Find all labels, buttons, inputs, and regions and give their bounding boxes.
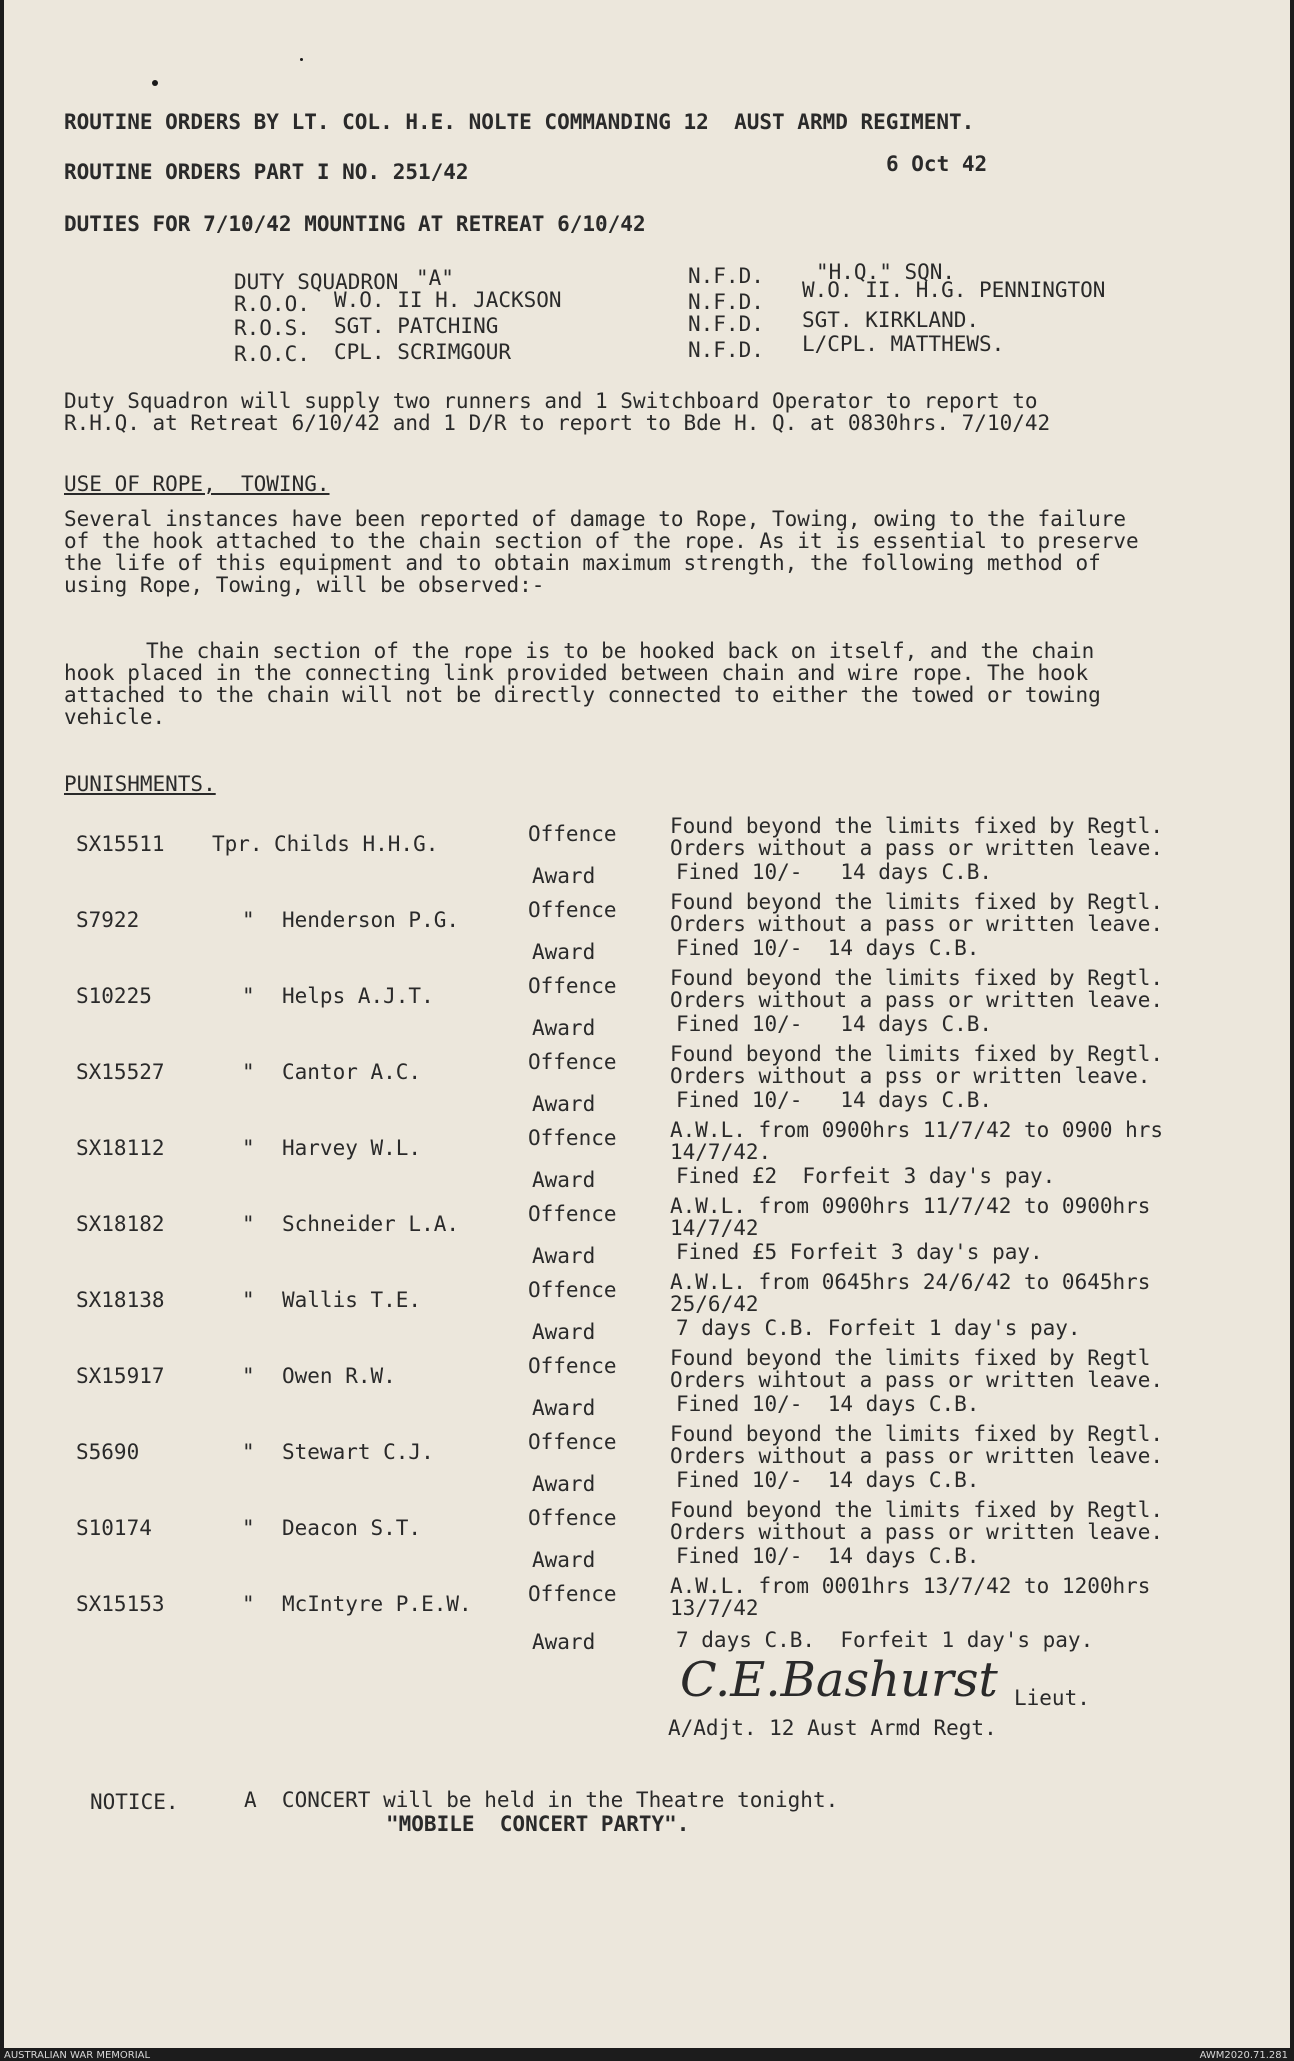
service-number: SX18112 (76, 1136, 165, 1160)
offence-label: Offence (528, 1126, 617, 1150)
soldier-name: Childs H.H.G. (274, 832, 439, 856)
offence-line: Orders without a pass or written leave. (670, 1520, 1164, 1544)
award-label: Award (532, 1016, 596, 1040)
service-number: SX18138 (76, 1288, 165, 1312)
service-number: SX15511 (76, 832, 165, 856)
service-number: S10225 (76, 984, 152, 1008)
duty-role: N.F.D. (688, 290, 764, 314)
soldier-rank: Tpr. (212, 832, 263, 856)
duty-role: R.O.C. (234, 342, 310, 366)
duty-squadron-note: Duty Squadron will supply two runners and 1 Switchboard Operator to report to R.H.Q. at Retreat 6/10/42 and 1 D/R to report to Bde H. Q. at 0830hrs. 7/10/42 (64, 389, 1051, 435)
offence-line: Found beyond the limits fixed by Regtl. (670, 966, 1164, 990)
offence-line: Found beyond the limits fixed by Regtl. (670, 1498, 1164, 1522)
soldier-rank: " (242, 908, 255, 932)
award-label: Award (532, 1092, 596, 1116)
service-number: SX18182 (76, 1212, 165, 1236)
award-text: Fined 10/- 14 days C.B. (676, 860, 993, 884)
order-date: 6 Oct 42 (886, 152, 988, 176)
order-number: ROUTINE ORDERS PART I NO. 251/42 (64, 160, 469, 184)
offence-line: Orders wihtout a pass or written leave. (670, 1368, 1164, 1392)
offence-line: Found beyond the limits fixed by Regtl. (670, 890, 1164, 914)
offence-line: Orders without a pass or written leave. (670, 988, 1164, 1012)
rope-paragraph-2: The chain section of the rope is to be hooked back on itself, and the chain hook placed in the connecting link provided between chain and wire rope. The hook attached to the chain will not be directly connected to either the towed or towing vehicle. (64, 639, 1101, 729)
offence-line: A.W.L. from 0645hrs 24/6/42 to 0645hrs (670, 1270, 1151, 1294)
service-number: S5690 (76, 1440, 140, 1464)
duty-role: DUTY SQUADRON (234, 270, 399, 294)
duty-role: R.O.O. (234, 292, 310, 316)
offence-line: Found beyond the limits fixed by Regtl. (670, 1042, 1164, 1066)
notice-line-1: A CONCERT will be held in the Theatre tonight. (244, 1788, 839, 1812)
offence-label: Offence (528, 1202, 617, 1226)
award-label: Award (532, 1244, 596, 1268)
offence-label: Offence (528, 974, 617, 998)
award-label: Award (532, 1168, 596, 1192)
punch-hole-mark (152, 80, 158, 86)
offence-label: Offence (528, 1050, 617, 1074)
footer-source: AUSTRALIAN WAR MEMORIAL (4, 2050, 151, 2061)
offence-label: Offence (528, 1582, 617, 1606)
award-text: Fined £5 Forfeit 3 day's pay. (676, 1240, 1043, 1264)
duty-name: W.O. II. H.G. PENNINGTON (802, 278, 1106, 302)
soldier-name: Wallis T.E. (282, 1288, 422, 1312)
soldier-rank: " (242, 1516, 255, 1540)
soldier-name: Helps A.J.T. (282, 984, 434, 1008)
award-label: Award (532, 864, 596, 888)
rope-heading: USE OF ROPE, TOWING. (64, 472, 330, 496)
soldier-name: Harvey W.L. (282, 1136, 422, 1160)
offence-line: Found beyond the limits fixed by Regtl. (670, 814, 1164, 838)
award-label: Award (532, 1396, 596, 1420)
offence-line: Found beyond the limits fixed by Regtl. (670, 1422, 1164, 1446)
soldier-name: Henderson P.G. (282, 908, 460, 932)
duty-role: R.O.S. (234, 316, 310, 340)
award-text: Fined 10/- 14 days C.B. (676, 1088, 993, 1112)
document-page (4, 0, 1290, 2048)
routine-orders-title: ROUTINE ORDERS BY LT. COL. H.E. NOLTE COMMANDING 12 AUST ARMD REGIMENT. (64, 110, 975, 134)
offence-label: Offence (528, 1354, 617, 1378)
offence-line: Found beyond the limits fixed by Regtl (670, 1346, 1151, 1370)
offence-label: Offence (528, 1430, 617, 1454)
offence-label: Offence (528, 1278, 617, 1302)
offence-line: A.W.L. from 0001hrs 13/7/42 to 1200hrs (670, 1574, 1151, 1598)
footer-accession: AWM2020.71.281 (1199, 2050, 1288, 2061)
service-number: SX15153 (76, 1592, 165, 1616)
duty-name: SGT. KIRKLAND. (802, 308, 980, 332)
award-text: 7 days C.B. Forfeit 1 day's pay. (676, 1316, 1081, 1340)
soldier-rank: " (242, 1060, 255, 1084)
soldier-name: Cantor A.C. (282, 1060, 422, 1084)
rope-paragraph-1: Several instances have been reported of damage to Rope, Towing, owing to the failure of the hook attached to the chain section of the rope. As it is essential to preserve the life of this equipment and to obtain maximum strength, the following method of using Rope, Towing, will be observed:- (64, 507, 1139, 597)
service-number: S10174 (76, 1516, 152, 1540)
signatory-rank: Lieut. (1014, 1686, 1090, 1710)
offence-line: Orders without a pass or written leave. (670, 836, 1164, 860)
duty-role: N.F.D. (688, 264, 764, 288)
soldier-rank: " (242, 1288, 255, 1312)
offence-label: Offence (528, 1506, 617, 1530)
award-text: Fined 10/- 14 days C.B. (676, 936, 980, 960)
award-text: Fined 10/- 14 days C.B. (676, 1012, 993, 1036)
award-text: 7 days C.B. Forfeit 1 day's pay. (676, 1628, 1094, 1652)
handwritten-signature: C.E.Bashurst (680, 1652, 998, 1708)
soldier-rank: " (242, 1212, 255, 1236)
award-text: Fined 10/- 14 days C.B. (676, 1392, 980, 1416)
soldier-rank: " (242, 1364, 255, 1388)
service-number: SX15917 (76, 1364, 165, 1388)
signatory-title: A/Adjt. 12 Aust Armd Regt. (668, 1716, 997, 1740)
offence-line: 25/6/42 (670, 1292, 759, 1316)
duty-role: N.F.D. (688, 312, 764, 336)
ink-dot-mark (300, 58, 303, 61)
award-label: Award (532, 940, 596, 964)
award-label: Award (532, 1320, 596, 1344)
offence-line: 14/7/42 (670, 1216, 759, 1240)
duties-heading: DUTIES FOR 7/10/42 MOUNTING AT RETREAT 6/10/42 (64, 212, 646, 236)
offence-label: Offence (528, 822, 617, 846)
offence-label: Offence (528, 898, 617, 922)
offence-line: Orders without a pass or written leave. (670, 912, 1164, 936)
offence-line: 13/7/42 (670, 1596, 759, 1620)
service-number: S7922 (76, 908, 140, 932)
duty-name: SGT. PATCHING (334, 314, 499, 338)
offence-line: 14/7/42. (670, 1140, 772, 1164)
notice-label: NOTICE. (90, 1790, 179, 1814)
soldier-name: Stewart C.J. (282, 1440, 434, 1464)
service-number: SX15527 (76, 1060, 165, 1084)
soldier-rank: " (242, 1440, 255, 1464)
award-label: Award (532, 1630, 596, 1654)
award-label: Award (532, 1472, 596, 1496)
duty-name: L/CPL. MATTHEWS. (802, 332, 1005, 356)
award-text: Fined 10/- 14 days C.B. (676, 1544, 980, 1568)
award-text: Fined £2 Forfeit 3 day's pay. (676, 1164, 1056, 1188)
soldier-rank: " (242, 1592, 255, 1616)
soldier-name: McIntyre P.E.W. (282, 1592, 472, 1616)
duty-name: "A" (416, 266, 454, 290)
award-label: Award (532, 1548, 596, 1572)
punishments-heading: PUNISHMENTS. (64, 772, 216, 796)
soldier-name: Schneider L.A. (282, 1212, 460, 1236)
award-text: Fined 10/- 14 days C.B. (676, 1468, 980, 1492)
duty-name: "H.Q." SQN. (816, 260, 956, 284)
offence-line: A.W.L. from 0900hrs 11/7/42 to 0900 hrs (670, 1118, 1164, 1142)
offence-line: A.W.L. from 0900hrs 11/7/42 to 0900hrs (670, 1194, 1151, 1218)
soldier-name: Deacon S.T. (282, 1516, 422, 1540)
offence-line: Orders without a pss or written leave. (670, 1064, 1151, 1088)
duty-role: N.F.D. (688, 338, 764, 362)
duty-name: CPL. SCRIMGOUR (334, 340, 512, 364)
duty-name: W.O. II H. JACKSON (334, 288, 562, 312)
soldier-rank: " (242, 1136, 255, 1160)
offence-line: Orders without a pass or written leave. (670, 1444, 1164, 1468)
soldier-name: Owen R.W. (282, 1364, 396, 1388)
notice-line-2: "MOBILE CONCERT PARTY". (386, 1812, 690, 1836)
soldier-rank: " (242, 984, 255, 1008)
